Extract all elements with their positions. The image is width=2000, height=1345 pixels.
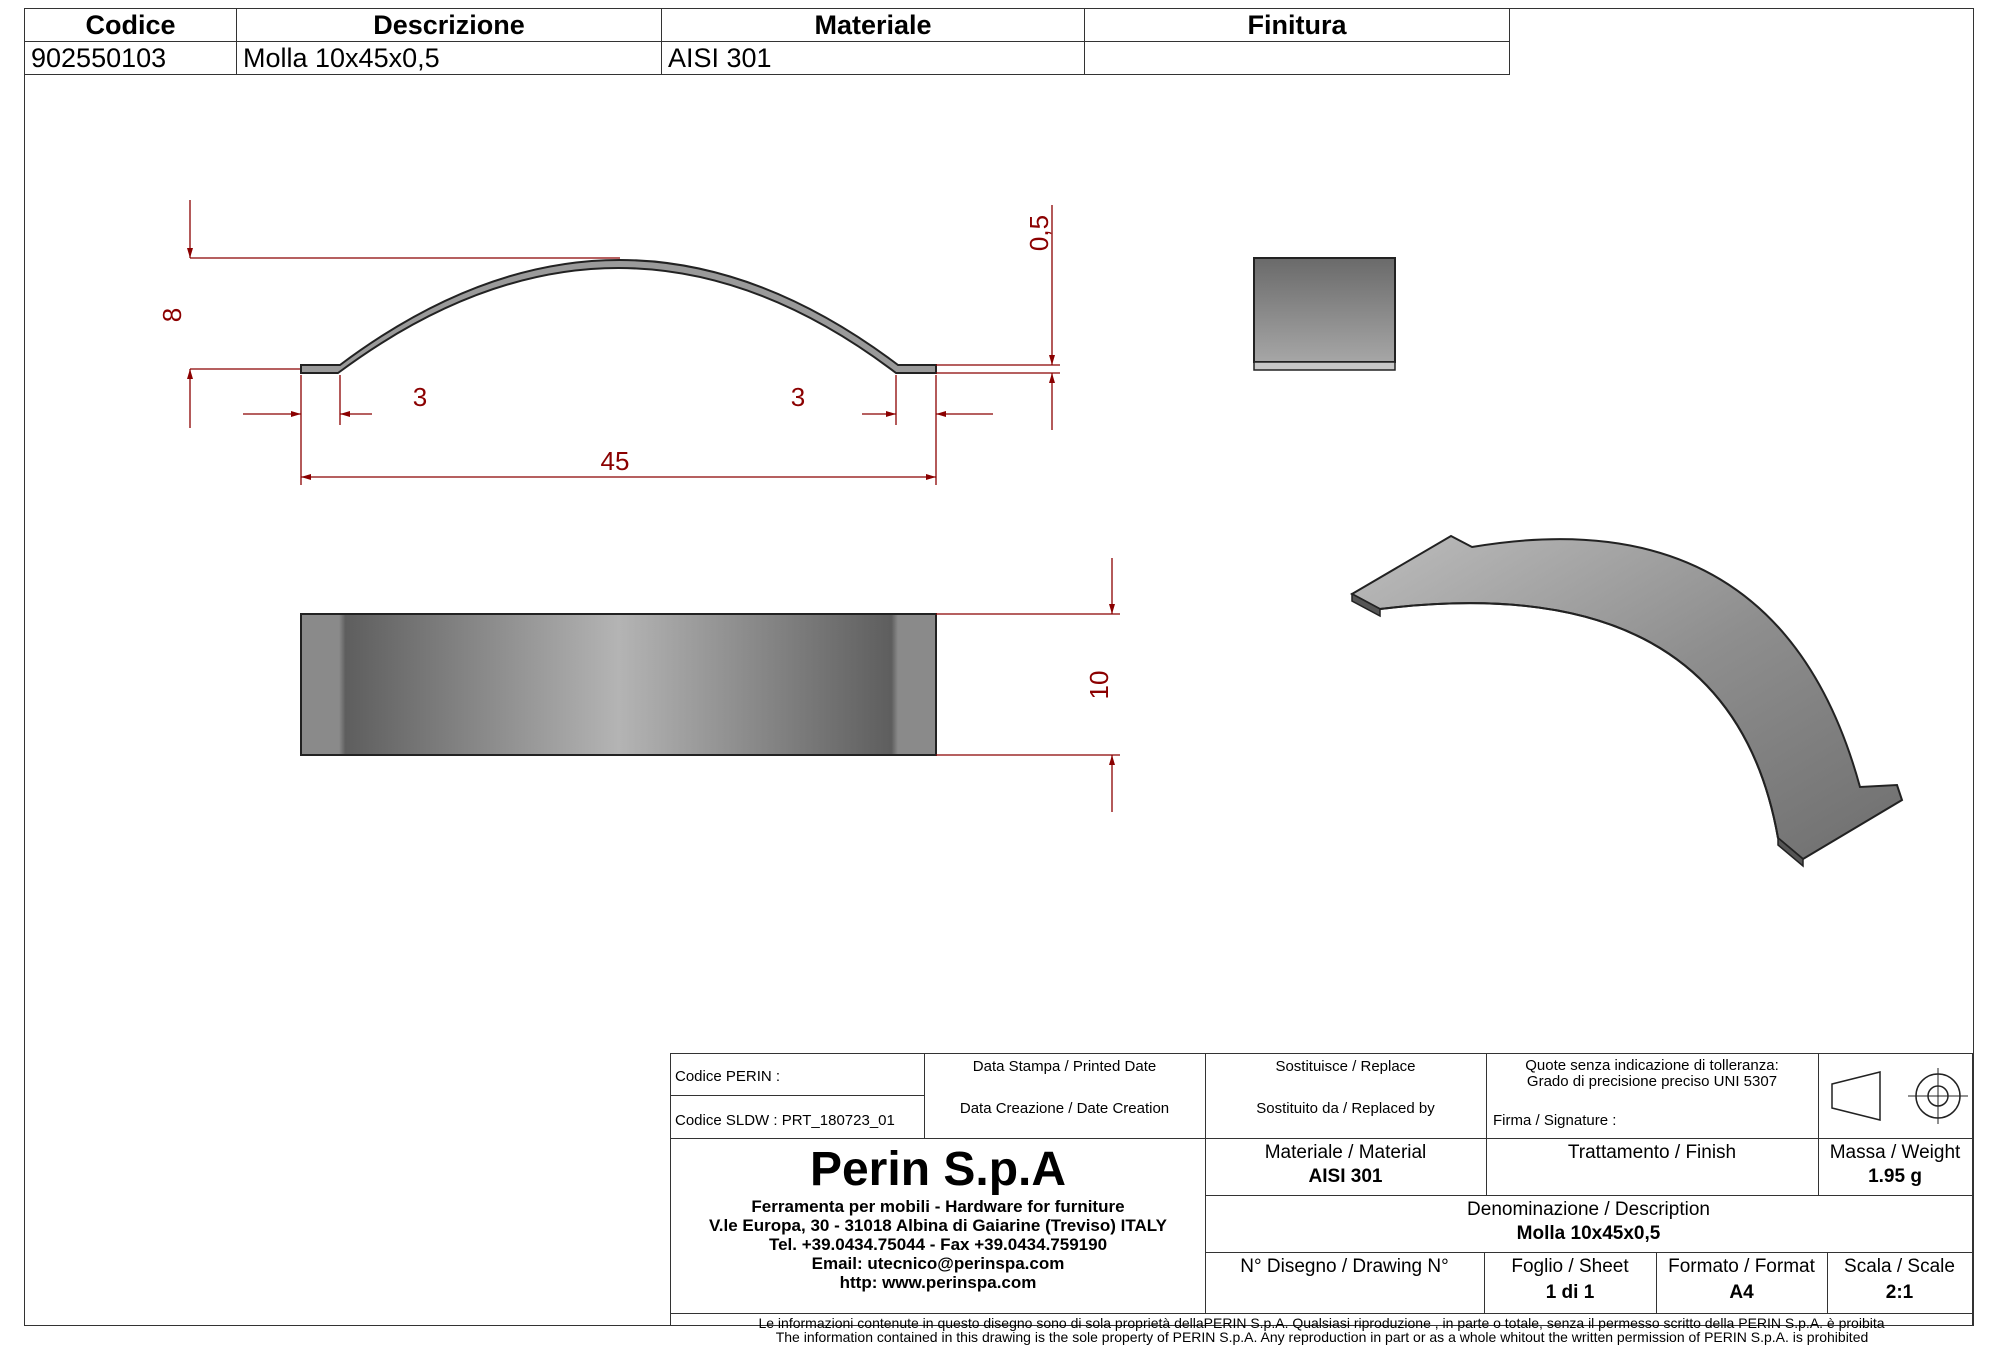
company-name: Perin S.p.A	[809, 1143, 1067, 1196]
value-materiale: AISI 301	[662, 42, 1085, 75]
creation-date-label: Data Creazione / Date Creation	[959, 1100, 1170, 1117]
value-codice: 902550103	[25, 42, 237, 75]
finish-label: Trattamento / Finish	[1567, 1142, 1737, 1163]
side-view	[1254, 258, 1395, 370]
replaced-by-label: Sostituito da / Replaced by	[1256, 1100, 1435, 1117]
sheet-value: 1 di 1	[1545, 1282, 1595, 1303]
scale-label: Scala / Scale	[1844, 1256, 1955, 1277]
legal-en: The information contained in this drawing is the sole property of PERIN S.p.A. Any reproduction in part or as a whole whitout the written permission of PERIN S.p.A. is prohibited	[775, 1329, 1869, 1345]
codice-perin-label: Codice PERIN :	[675, 1068, 781, 1085]
format-value: A4	[1729, 1282, 1754, 1303]
spring-front-face	[301, 614, 936, 755]
description-label: Denominazione / Description	[1467, 1199, 1710, 1220]
format-label: Formato / Format	[1668, 1256, 1815, 1277]
projection-symbol-icon	[1818, 1054, 1972, 1138]
top-view	[301, 260, 936, 373]
header-descrizione: Descrizione	[237, 9, 662, 42]
sheet-label: Foglio / Sheet	[1511, 1256, 1629, 1277]
spring-profile	[301, 260, 936, 373]
signature-label: Firma / Signature :	[1493, 1112, 1617, 1129]
legal-it: Le informazioni contenute in questo disegno sono di sola proprietà dellaPERIN S.p.A. Qualsiasi riproduzione , in parte o totale, senza il permesso scritto della PERIN S.p.A. è proibita	[758, 1315, 1885, 1331]
company-line5: http: www.perinspa.com	[839, 1273, 1037, 1292]
dim-length-label: 45	[600, 446, 630, 476]
dim-width-label: 10	[1084, 670, 1114, 700]
dim-height-label: 8	[157, 307, 187, 323]
company-line2: V.le Europa, 30 - 31018 Albina di Gaiarine (Treviso) ITALY	[709, 1216, 1167, 1235]
material-value: AISI 301	[1308, 1166, 1383, 1187]
front-view	[301, 614, 936, 755]
printed-date-label: Data Stampa / Printed Date	[972, 1058, 1157, 1075]
codice-sldw: Codice SLDW : PRT_180723_01	[675, 1112, 895, 1129]
spring-side-flat	[1254, 362, 1395, 370]
scale-value: 2:1	[1885, 1282, 1914, 1303]
company-block	[671, 1142, 1205, 1292]
dim-flat-left-label: 3	[412, 382, 428, 412]
dim-thickness-label: 0,5	[1024, 214, 1054, 252]
tolerance-note	[1486, 1058, 1818, 1090]
tolerance-line1: Quote senza indicazione di tolleranza:	[1525, 1057, 1779, 1074]
tolerance-line2: Grado di precisione preciso UNI 5307	[1526, 1073, 1778, 1090]
value-descrizione: Molla 10x45x0,5	[237, 42, 662, 75]
isometric-view	[1352, 536, 1902, 866]
company-line4: Email: utecnico@perinspa.com	[811, 1254, 1065, 1273]
title-block	[670, 1053, 1973, 1331]
header-materiale: Materiale	[662, 9, 1085, 42]
header-codice: Codice	[25, 9, 237, 42]
dim-flat-right-label: 3	[790, 382, 806, 412]
spring-side-face	[1254, 258, 1395, 362]
replace-label: Sostituisce / Replace	[1275, 1058, 1416, 1075]
weight-label: Massa / Weight	[1829, 1142, 1961, 1163]
description-value: Molla 10x45x0,5	[1516, 1223, 1661, 1244]
weight-value: 1.95 g	[1868, 1166, 1922, 1187]
header-finitura: Finitura	[1085, 9, 1510, 42]
spring-iso-body	[1352, 536, 1902, 859]
drawing-label: N° Disegno / Drawing N°	[1240, 1256, 1449, 1277]
dimension-lines-top	[190, 200, 1060, 485]
company-line3: Tel. +39.0434.75044 - Fax +39.0434.759190	[768, 1235, 1108, 1254]
company-line1: Ferramenta per mobili - Hardware for furniture	[751, 1197, 1125, 1216]
material-label: Materiale / Material	[1264, 1142, 1427, 1163]
